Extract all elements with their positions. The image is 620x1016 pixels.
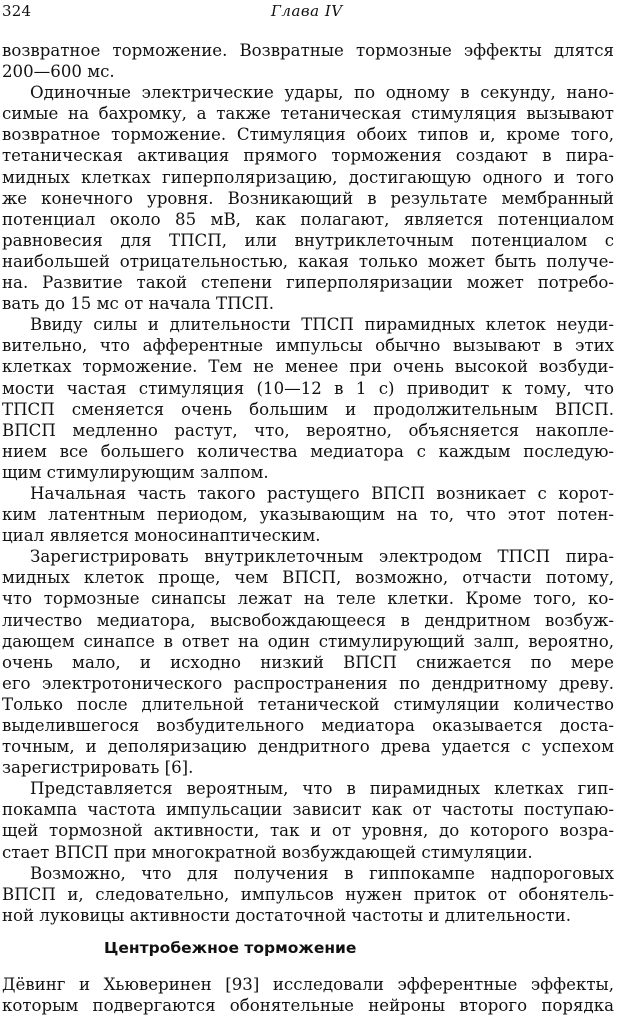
paragraph — [2, 82, 614, 314]
text-line: потенциал около 85 мВ, как полагают, является потенциалом — [2, 209, 614, 229]
section-heading: Центробежное торможение — [104, 938, 357, 957]
text-line: Ввиду силы и длительности ТПСП пирамидных клеток неуди- — [30, 315, 614, 335]
text-line: 200—600 мс. — [2, 62, 115, 82]
text-line: мости частая стимуляция (10—12 в 1 с) приводит к тому, что — [2, 378, 614, 398]
text-line: нием все большего количества медиатора с каждым последую- — [2, 441, 614, 461]
text-line: наибольшей отрицательностью, какая только может быть получе- — [2, 251, 614, 271]
paragraph — [2, 483, 614, 546]
text-line: зарегистрировать [6]. — [2, 758, 194, 778]
text-line: на. Развитие такой степени гиперполяризации может потребо- — [2, 273, 614, 293]
text-line: возвратное торможение. Стимуляция обоих типов и, кроме того, — [2, 125, 614, 145]
text-line: вительно, что афферентные импульсы обычно вызывают в этих — [2, 336, 614, 356]
text-line: ВПСП медленно растут, что, вероятно, объясняется накопле- — [2, 420, 614, 440]
text-line: Зарегистрировать внутриклеточным электродом ТПСП пира- — [30, 547, 614, 567]
text-line: Возможно, что для получения в гиппокампе надпороговых — [30, 863, 614, 883]
text-line: ким латентным периодом, указывающим на то, что этот потен- — [2, 505, 614, 525]
text-line: которым подвергаются обонятельные нейроны второго порядка — [2, 996, 614, 1016]
text-line: циал является моносинаптическим. — [2, 526, 321, 546]
text-line: что тормозные синапсы лежат на теле клетки. Кроме того, ко- — [2, 589, 614, 609]
text-line: покампа частота импульсации зависит как от частоты поступаю- — [2, 800, 614, 820]
paragraph — [2, 778, 614, 862]
text-line: Только после длительной тетанической стимуляции количество — [2, 694, 614, 714]
text-line: клетках торможение. Тем не менее при очень высокой возбуди- — [2, 357, 614, 377]
text-line: тетаническая активация прямого торможения создают в пира- — [2, 146, 614, 166]
text-line: равновесия для ТПСП, или внутриклеточным потенциалом с — [2, 230, 614, 250]
text-line: мидных клетках гиперполяризацию, достигающую одного и того — [2, 167, 614, 187]
section-heading-row — [2, 926, 614, 974]
text-line: вать до 15 мс от начала ТПСП. — [2, 294, 275, 314]
text-line: Начальная часть такого растущего ВПСП возникает с корот- — [30, 483, 614, 503]
text-line: мидных клеток проще, чем ВПСП, возможно, отчасти потому, — [2, 568, 614, 588]
text-line: дающем синапсе в ответ на один стимулирующий залп, вероятно, — [2, 631, 614, 651]
text-line: личество медиатора, высвобождающееся в дендритном возбуж- — [2, 610, 614, 630]
paragraph — [2, 863, 614, 926]
body-text — [2, 40, 614, 1016]
paragraph — [2, 974, 614, 1016]
text-line: очень мало, и исходно низкий ВПСП снижается по мере — [2, 652, 614, 672]
text-line: ной луковицы активности достаточной частоты и длительности. — [2, 905, 571, 925]
paragraph — [2, 546, 614, 778]
text-line: Дёвинг и Хьюверинен [93] исследовали эфферентные эффекты, — [2, 974, 614, 994]
text-line: точным, и деполяризацию дендритного древа удается с успехом — [2, 737, 614, 757]
running-head: Глава IV — [271, 2, 343, 20]
text-line: Одиночные электрические удары, по одному в секунду, нано- — [30, 83, 614, 103]
text-line: стает ВПСП при многократной возбуждающей стимуляции. — [2, 842, 533, 862]
text-line: щим стимулирующим залпом. — [2, 462, 269, 482]
page-number: 324 — [2, 2, 32, 20]
text-line: ТПСП сменяется очень большим и продолжительным ВПСП. — [2, 399, 614, 419]
text-line: ВПСП и, следовательно, импульсов нужен приток от обонятель- — [2, 884, 614, 904]
paragraph — [2, 40, 614, 82]
text-line: возвратное торможение. Возвратные тормозные эффекты длятся — [2, 41, 614, 60]
paragraph — [2, 314, 614, 483]
text-line: Представляется вероятным, что в пирамидных клетках гип- — [30, 779, 614, 799]
text-line: его электротонического распространения по дендритному древу. — [2, 673, 614, 693]
text-line: же конечного уровня. Возникающий в результате мембранный — [2, 188, 614, 208]
text-line: симые на бахромку, а также тетаническая стимуляция вызывают — [2, 104, 614, 124]
text-line: щей тормозной активности, так и от уровня, до которого возра- — [2, 821, 614, 841]
text-line: выделившегося возбудительного медиатора оказывается доста- — [2, 716, 614, 735]
